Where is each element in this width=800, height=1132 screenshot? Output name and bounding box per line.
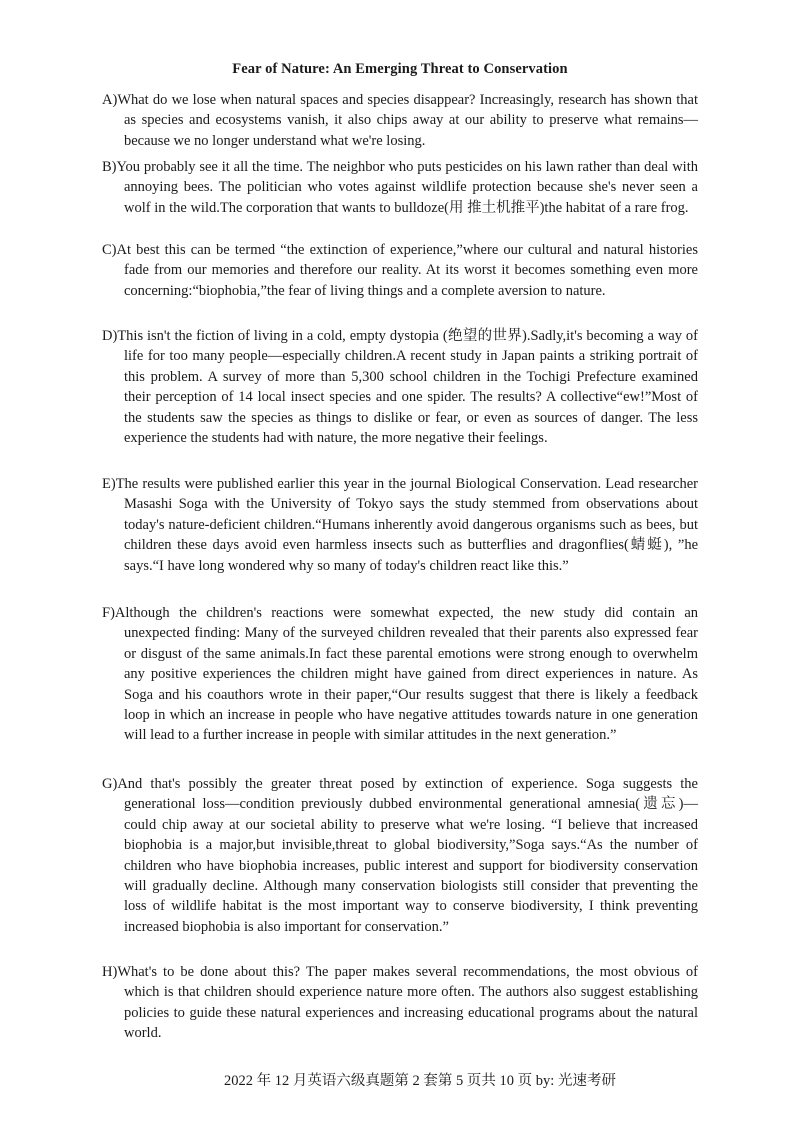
paragraph-d — [102, 326, 698, 448]
paragraph-g — [102, 774, 698, 937]
paragraph-label: E) — [102, 476, 116, 492]
paragraph-b — [102, 157, 698, 218]
paragraph-label: G) — [102, 776, 118, 792]
paragraph-text: The results were published earlier this year in the journal Biological Conservation. Lead researcher Masashi Soga with the University of Tokyo says the study stemmed from observations about today's nature-deficient children.“Humans inherently avoid dangerous organisms such as bees, but children these days avoid even harmless insects such as butterflies and dragonflies(蜻蜓), ”he says.“I have long wondered why so many of today's children react like this.” — [115, 476, 698, 574]
page-footer: 2022 年 12 月英语六级真题第 2 套第 5 页共 10 页 by: 光速考研 — [224, 1073, 616, 1089]
paragraph-label: C) — [102, 242, 117, 258]
paragraph-c — [102, 240, 698, 301]
paragraph-text: Although the children's reactions were somewhat expected, the new study did contain an unexpected finding: Many of the surveyed children revealed that their parents also expressed fear or disgust of the same animals.In fact these parental emotions were strong enough to overwhelm any positive experiences the children might have gained from direct experiences in nature. As Soga and his coauthors wrote in their paper,“Our results suggest that there is likely a feedback loop in which an increase in people who have negative attitudes towards nature in one generation will lead to a further increase in people with similar attitudes in the next generation.” — [114, 605, 698, 744]
paragraph-e — [102, 474, 698, 576]
paragraph-f — [102, 603, 698, 746]
paragraph-label: F) — [102, 605, 115, 621]
paragraph-label: D) — [102, 328, 118, 344]
paragraph-text: This isn't the fiction of living in a cold, empty dystopia (绝望的世界).Sadly,it's becoming a way of life for too many people—especially children.A recent study in Japan paints a striking portrait of this problem. A survey of more than 5,300 school children in the Tochigi Prefecture examined their perception of 14 local insect species and one spider. The results? A collective“ew!”Most of the students saw the species as things to dislike or fear, or even as sources of danger. The less experience the students had with nature, the more negative their feelings. — [117, 328, 698, 447]
paragraph-text: What do we lose when natural spaces and species disappear? Increasingly, research has shown that as species and ecosystems vanish, it also chips away at our ability to preserve what remains—because we no longer understand what we're losing. — [117, 92, 698, 149]
paragraph-text: What's to be done about this? The paper makes several recommendations, the most obvious of which is that children should experience nature more often. The authors also suggest establishing policies to guide these natural experiences and increasing educational programs about the natural world. — [117, 964, 698, 1042]
paragraph-label: B) — [102, 159, 117, 175]
article-title: Fear of Nature: An Emerging Threat to Conservation — [232, 61, 568, 77]
paragraph-label: H) — [102, 964, 118, 980]
paragraph-a — [102, 90, 698, 151]
paragraph-h — [102, 962, 698, 1044]
paragraph-text: At best this can be termed “the extinction of experience,”where our cultural and natural histories fade from our memories and therefore our reality. At its worst it becomes something even more concerning:“biophobia,”the fear of living things and a complete aversion to nature. — [116, 242, 698, 299]
paragraph-label: A) — [102, 92, 118, 108]
paragraph-text: And that's possibly the greater threat posed by extinction of experience. Soga suggests the generational loss—condition previously dubbed environmental generational amnesia(遗忘)—could chip away at our societal ability to preserve what we're losing. “I believe that increased biophobia is a major,but invisible,threat to global biodiversity,”Soga says.“As the number of children who have biophobia increases, public interest and support for biodiversity conservation will gradually decline. Although many conservation biologists still consider that preventing the loss of wildlife habitat is the most important way to conserve biodiversity, I think preventing increased biophobia is also important for conservation.” — [117, 776, 698, 935]
paragraph-text: You probably see it all the time. The neighbor who puts pesticides on his lawn rather than deal with annoying bees. The politician who votes against wildlife protection because she's never seen a wolf in the wild.The corporation that wants to bulldoze(用 推土机推平)the habitat of a rare frog. — [116, 159, 698, 216]
